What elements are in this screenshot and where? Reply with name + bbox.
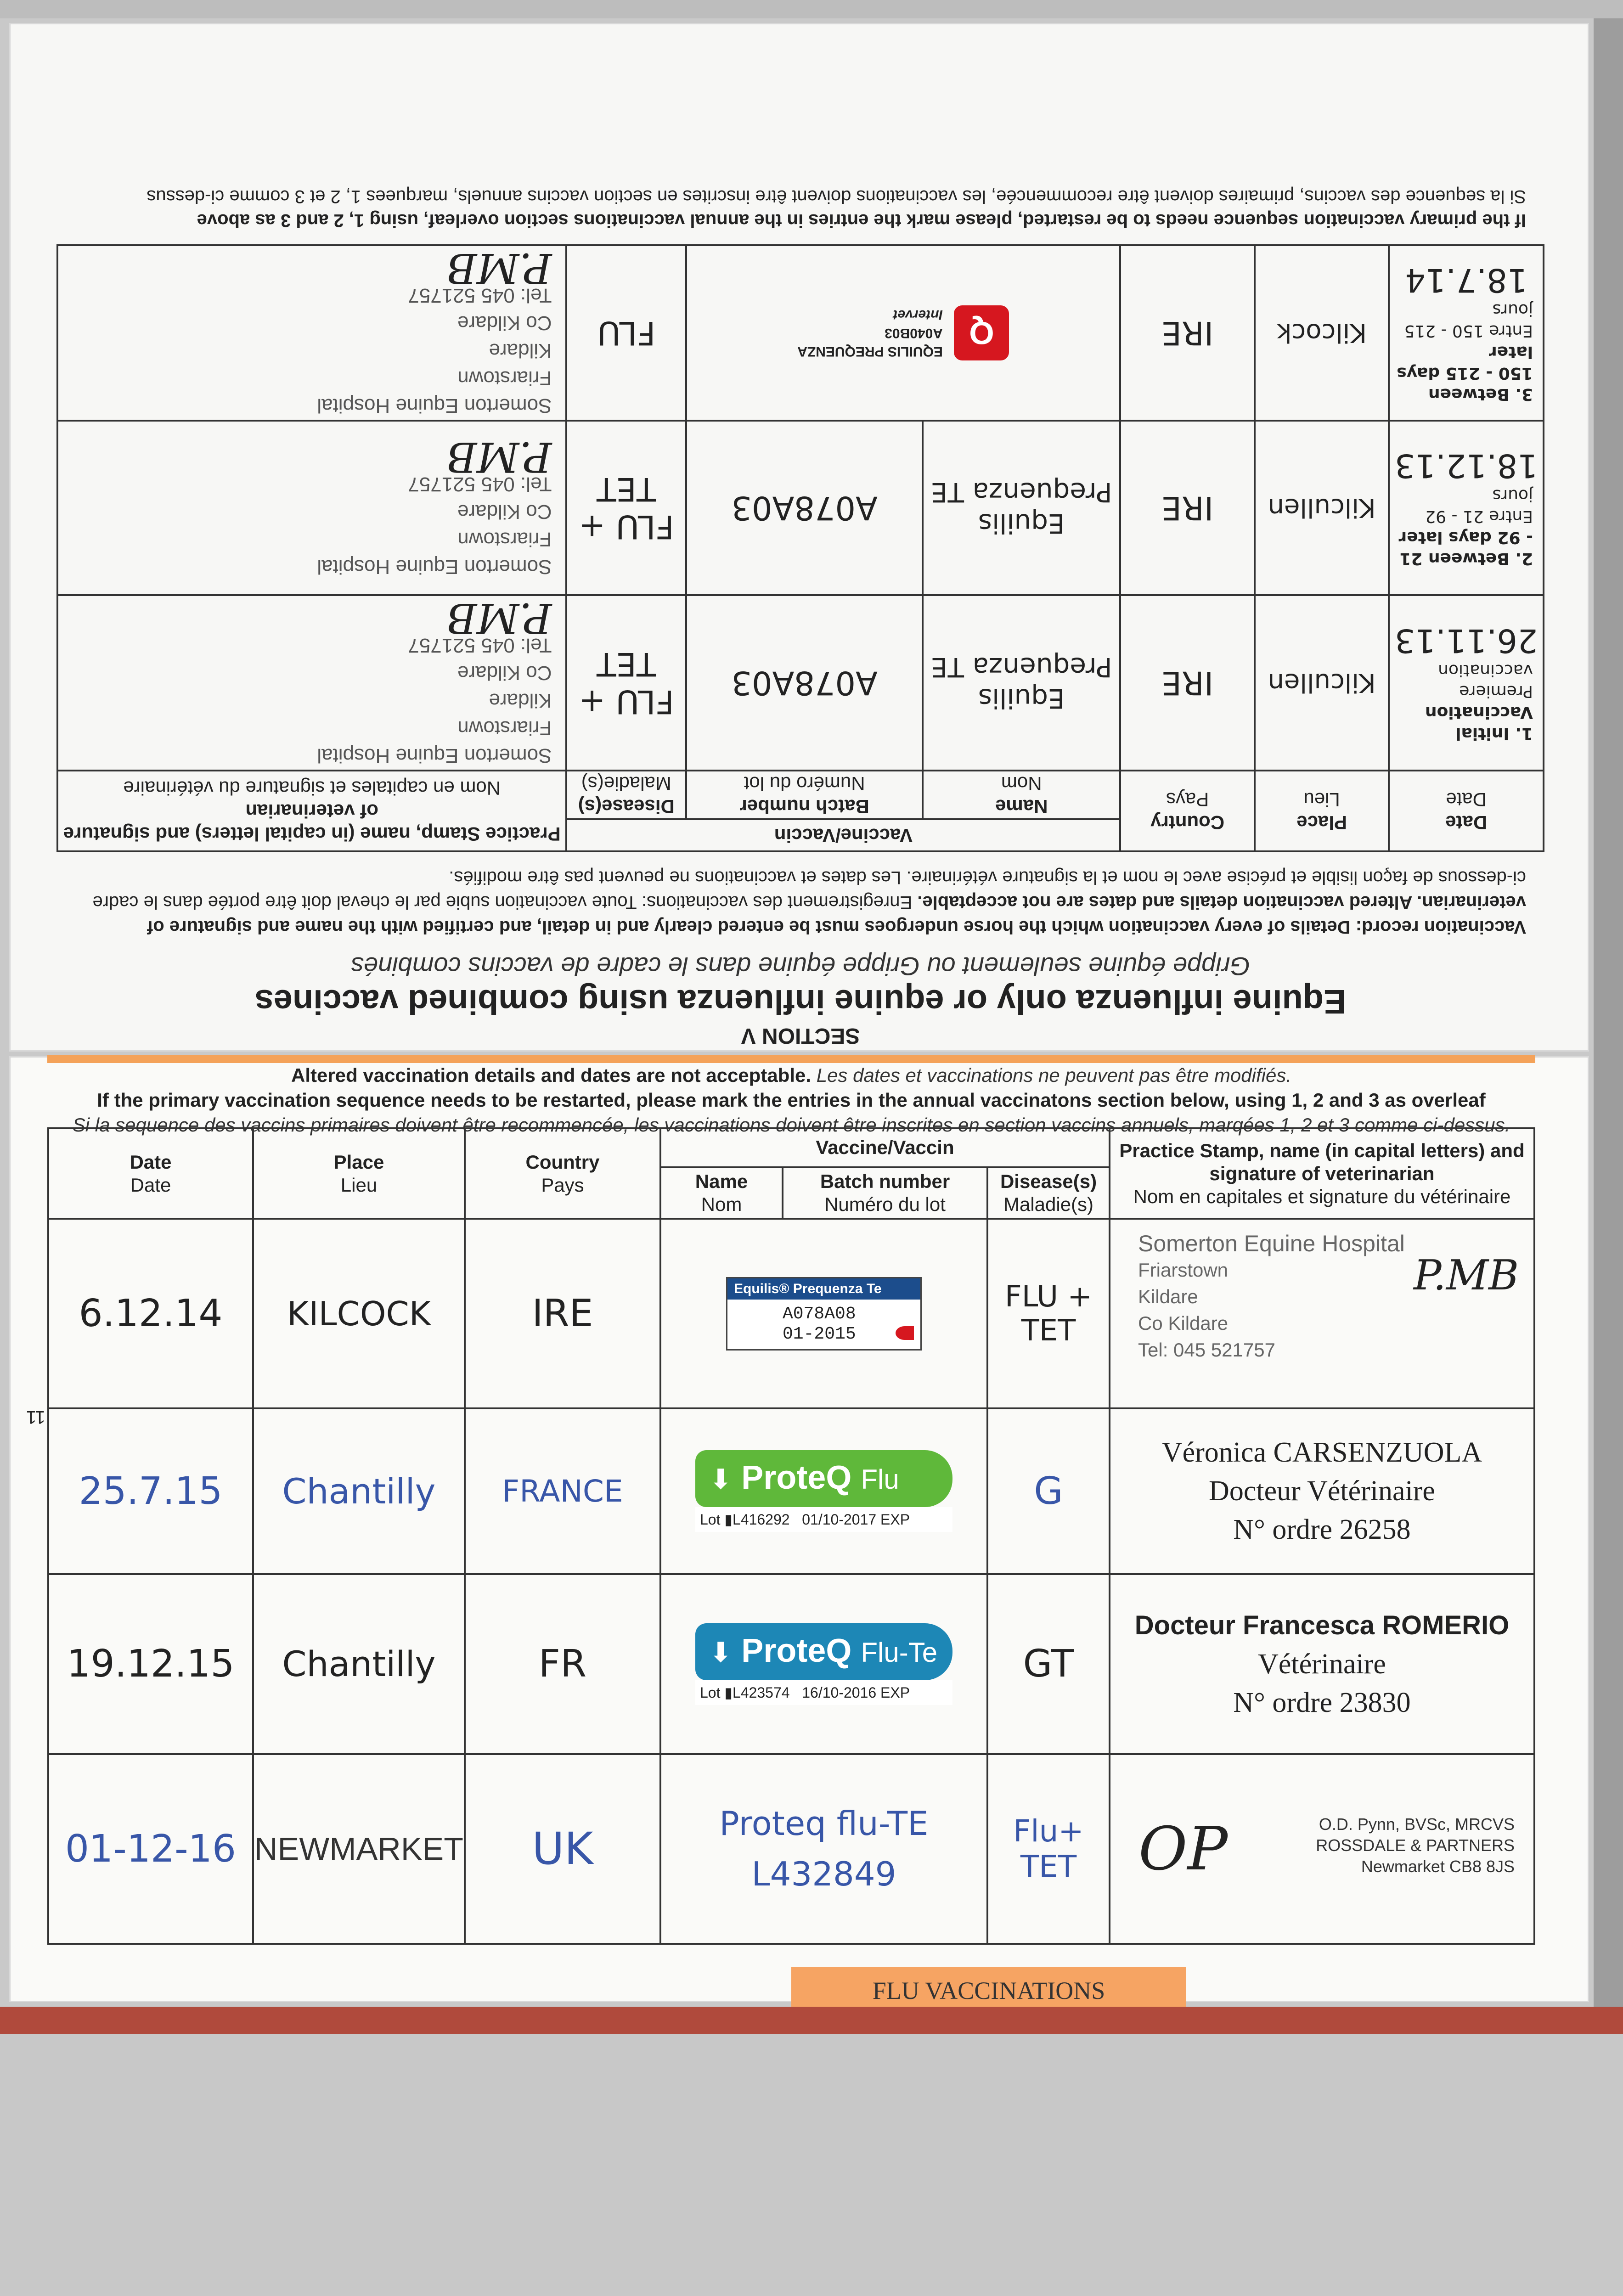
- vaccine-sticker-cell: [660, 1219, 987, 1408]
- row-country-cell: FR: [465, 1574, 660, 1754]
- row-place-cell: Kilcock: [1255, 245, 1389, 421]
- row-place-cell: Chantilly: [253, 1574, 465, 1754]
- row-place-cell: KILCOCK: [253, 1219, 465, 1408]
- equilis-sticker: Equilis® Prequenza Te A078A08 01-2015: [726, 1277, 922, 1351]
- col-batch: Batch number Numéro du lot: [686, 771, 923, 819]
- batch-number: L432849: [751, 1855, 896, 1894]
- table-row: [48, 1754, 1534, 1944]
- signature: P.MB: [446, 594, 552, 642]
- row-disease-cell: FLU + TET: [987, 1219, 1110, 1408]
- arrow-icon: ⬇︎: [709, 1464, 733, 1495]
- orange-strip: [47, 1055, 1535, 1063]
- col-disease: Disease(s) Maladie(s): [566, 771, 686, 819]
- annual-vaccination-table: [47, 1127, 1535, 1945]
- row-disease-cell: Flu+ TET: [987, 1754, 1110, 1944]
- row-date-cell: 25.7.15: [48, 1408, 253, 1574]
- initial-vaccination-table: [56, 244, 1544, 852]
- vaccination-record-note: [75, 865, 1526, 940]
- vaccine-sticker: [686, 245, 1120, 421]
- signature: P.MB: [1414, 1251, 1519, 1300]
- proteq-flu-te-sticker: ⬇︎ ProteQ Flu-Te Lot ▮L423574 16/10-2016 EXP: [695, 1623, 952, 1705]
- row-date-cell: 3. Between 150 - 215 days later Entre 150 - 215 jours 18.7.14: [1389, 245, 1544, 421]
- col-date: Date Date: [48, 1128, 253, 1219]
- row-country-cell: FRANCE: [465, 1408, 660, 1574]
- restart-note: If the primary vaccination sequence needs to be restarted, please mark the entries in the annual vaccinations section overleaf, using 1, 2 and 3 as above Si la sequence des vaccins, primaires doivent être recommencée, les vaccinations doivent être inscrites en section vaccins annuels, marquees 1, 2 et 3 comme ci-dessus: [147, 186, 1526, 231]
- row-batch-cell: A078A03: [686, 421, 923, 595]
- page-number: 11: [26, 1407, 45, 1427]
- col-disease: Disease(s) Maladie(s): [987, 1167, 1110, 1219]
- table-row: [57, 421, 1544, 595]
- record-label: Vaccination record:: [1355, 917, 1526, 937]
- row-stamp-cell: Somerton Equine Hospital Friarstown Kildare Co Kildare Tel: 045 521757 P.MB: [57, 595, 566, 771]
- section-subtitle: Grippe équine seulement ou Grippe équine dans le cadre de vaccins combinés: [350, 952, 1251, 981]
- col-place: Place Lieu: [253, 1128, 465, 1219]
- row-disease-cell: GT: [987, 1574, 1110, 1754]
- signature: OP: [1138, 1814, 1228, 1884]
- col-name: Name Nom: [660, 1167, 783, 1219]
- section-title: Equine influenza only or equine influenza using combined vaccines: [254, 983, 1347, 1021]
- row-country-cell: IRE: [1120, 421, 1254, 595]
- col-vaccine: Vaccine/Vaccin: [566, 819, 1120, 851]
- col-name: Name Nom: [923, 771, 1120, 819]
- col-stamp: Practice Stamp, name (in capital letters) and signature of veterinarian Nom en capitales et signature du vétérinaire: [57, 771, 566, 851]
- row-stamp-cell: Somerton Equine Hospital Friarstown Kildare Co Kildare Tel: 045 521757 P.MB: [57, 245, 566, 421]
- booklet-cover-edge: [1594, 18, 1623, 2011]
- row-date-cell: 2. Between 21 - 92 days later Entre 21 - 92 jours 18.12.13: [1389, 421, 1544, 595]
- vaccine-name: Proteq flu-TE: [719, 1804, 929, 1843]
- row-disease-cell: G: [987, 1408, 1110, 1574]
- table-row: [57, 595, 1544, 771]
- sticker-mark-icon: [896, 1326, 914, 1340]
- sticker-text: EQUILIS PREQUENZA A040B03 Intervet: [797, 307, 943, 359]
- section-label: FLU VACCINATIONS: [791, 1967, 1186, 2045]
- lower-page: [9, 1056, 1589, 2002]
- row-place-cell: NEWMARKET: [253, 1754, 465, 1944]
- row-disease-cell: FLU: [566, 245, 686, 421]
- col-date: Date Date: [1389, 771, 1544, 851]
- row-stamp-cell: Docteur Francesca ROMERIO Vétérinaire N° ordre 23830: [1110, 1574, 1534, 1754]
- row-date-cell: 6.12.14: [48, 1219, 253, 1408]
- scanner-top-edge: [0, 0, 1623, 18]
- col-stamp: Practice Stamp, name (in capital letters) and signature of veterinarian Nom en capitales et signature du vétérinaire: [1110, 1128, 1534, 1219]
- row-disease-cell: FLU + TET: [566, 595, 686, 771]
- signature: P.MB: [446, 433, 552, 481]
- row-batch-cell: A078A03: [686, 595, 923, 771]
- row-place-cell: Kilcullen: [1255, 595, 1389, 771]
- table-row: [57, 245, 1544, 421]
- row-country-cell: UK: [465, 1754, 660, 1944]
- col-vaccine: Vaccine/Vaccin: [660, 1128, 1110, 1167]
- signature: P.MB: [446, 244, 552, 292]
- proteq-flu-sticker: ⬇︎ ProteQ Flu Lot ▮L416292 01/10-2017 EXP: [695, 1450, 952, 1532]
- record-text-fr: Enregistrement des vaccinations: Toute vaccination subie par le cheval doit être portée dans le cadre ci-dessous de façon lisible et précise avec le nom et la signature vétérinaire. Les dates et vaccinations ne peuvent pas être modifiés.: [92, 867, 1526, 912]
- row-name-cell: Equilis Prequenza TE: [923, 421, 1120, 595]
- section-heading: SECTION V: [741, 1024, 860, 1048]
- vet-details: O.D. Pynn, BVSc, MRCVS ROSSDALE & PARTNERS Newmarket CB8 8JS: [1316, 1815, 1515, 1876]
- scanner-bottom: [0, 2007, 1623, 2296]
- table-row: [48, 1574, 1534, 1754]
- vaccine-sticker-cell: [660, 1574, 987, 1754]
- table-row: [48, 1408, 1534, 1574]
- col-country: Country Pays: [1120, 771, 1254, 851]
- equilis-logo-icon: Q: [954, 305, 1009, 360]
- row-country-cell: IRE: [1120, 245, 1254, 421]
- col-country: Country Pays: [465, 1128, 660, 1219]
- row-date-cell: 01-12-16: [48, 1754, 253, 1944]
- row-date-cell: 19.12.15: [48, 1574, 253, 1754]
- row-place-cell: Kilcullen: [1255, 421, 1389, 595]
- row-stamp-cell: Somerton Equine Hospital Friarstown Co Kildare Tel: 045 521757 P.MB: [57, 421, 566, 595]
- col-place: Place Lieu: [1255, 771, 1389, 851]
- booklet-cover-band: [0, 2007, 1623, 2034]
- row-stamp-cell: [1110, 1754, 1534, 1944]
- row-country-cell: IRE: [1120, 595, 1254, 771]
- row-country-cell: IRE: [465, 1219, 660, 1408]
- row-disease-cell: FLU + TET: [566, 421, 686, 595]
- warning-text: Altered vaccination details and dates are not acceptable. Les dates et vaccinations ne peuvent pas être modifiés. If the primary vaccination sequence needs to be restarted, please mark the entries in the annual vaccinatons section below, using 1, 2 and 3 as overleaf Si la sequence des vaccins primaires doivent être recommencée, les vaccinations doivent être inscrites en section vaccins annuels, marqées 1, 2 et 3 comme ci-dessus.: [72, 1064, 1510, 1136]
- upper-page-inverted-content: [56, 148, 1544, 1048]
- row-date-cell: 1. Initial Vaccination Premiere vaccination 26.11.13: [1389, 595, 1544, 771]
- row-name-batch-cell: [660, 1754, 987, 1944]
- vaccine-sticker-cell: [660, 1408, 987, 1574]
- row-stamp-cell: Somerton Equine Hospital Friarstown Kildare Co Kildare Tel: 045 521757 P.MB: [1110, 1219, 1534, 1408]
- row-name-cell: Equilis Prequenza TE: [923, 595, 1120, 771]
- record-text: Details of every vaccination which the horse undergoes must be entered clearly and in detail, and certified with the name and signature of veterinarian. Altered vaccination details and dates are not acceptable.: [147, 892, 1526, 937]
- upper-page: [9, 23, 1589, 1052]
- col-batch: Batch number Numéro du lot: [783, 1167, 987, 1219]
- arrow-icon: ⬇︎: [709, 1637, 733, 1668]
- row-place-cell: Chantilly: [253, 1408, 465, 1574]
- row-stamp-cell: Véronica CARSENZUOLA Docteur Vétérinaire N° ordre 26258: [1110, 1408, 1534, 1574]
- table-row: [48, 1219, 1534, 1408]
